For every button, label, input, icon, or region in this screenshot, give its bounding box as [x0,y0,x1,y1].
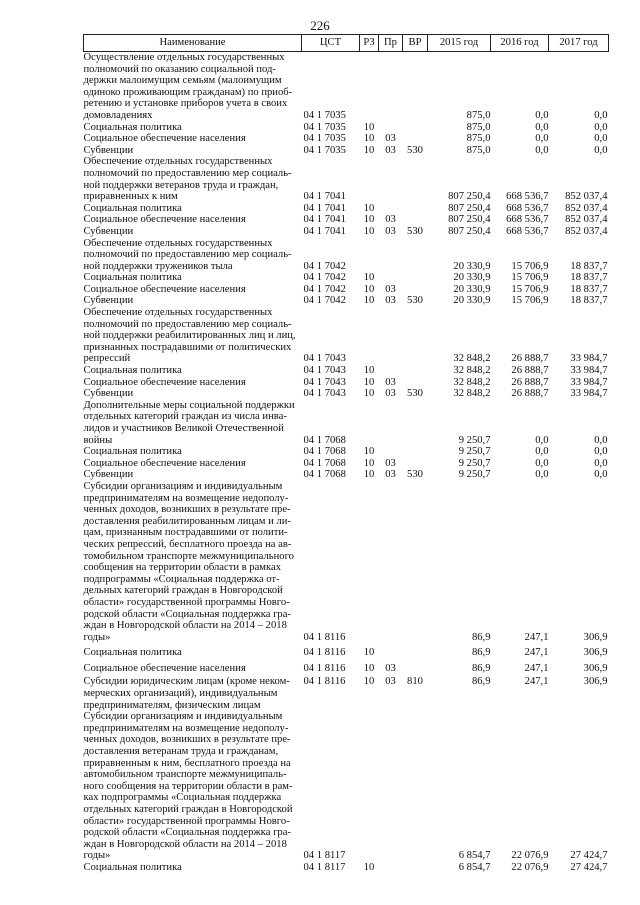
cell-cst: 04 1 8117 [303,861,346,873]
cell-2015: 807 250,4 [448,191,491,203]
header-2015: 2015 год [428,35,491,52]
cell-rz [360,156,379,202]
cell-2016: 247,1 [524,662,549,674]
table-row [84,711,609,862]
cell-2015: 6 854,7 [458,850,491,862]
cell-2017: 306,9 [583,662,608,674]
cell-vr [403,214,428,226]
cell-2015: 86,9 [471,631,491,643]
cell-name: Субвенции [83,295,134,307]
cell-2017: 852 037,4 [565,202,608,214]
cell-vr [403,458,428,470]
cell-2017: 852 037,4 [565,214,608,226]
cell-rz: 10 [363,225,375,237]
cell-rz [360,307,379,365]
cell-2016: 26 888,7 [511,388,549,400]
cell-pr [379,711,403,862]
table-row [84,203,609,215]
cell-rz: 10 [363,365,375,377]
cell-2017: 18 837,7 [570,295,608,307]
cell-2017: 0,0 [594,144,608,156]
cell-pr [379,862,403,874]
table-header-row [84,35,609,52]
cell-pr: 03 [385,133,396,145]
cell-name: Обеспечение отдельных государственных полномочий по предоставлению мер социальной поддержки реабилитированных лиц и лиц, признанных пострадавшими от политических репрессий [83,307,296,365]
cell-cst: 04 1 7035 [303,109,346,121]
cell-name: Социальное обеспечение населения [83,662,246,674]
cell-name: Субвенции [83,388,134,400]
cell-cst: 04 1 7041 [303,214,346,226]
cell-rz: 10 [363,662,375,674]
header-cst: ЦСТ [302,35,360,52]
cell-cst: 04 1 8116 [303,647,346,659]
cell-rz: 10 [363,446,375,458]
table-row [84,400,609,446]
page-number: 226 [310,18,330,33]
cell-cst: 04 1 8116 [303,662,346,674]
cell-rz [360,481,379,643]
cell-cst: 04 1 7068 [303,446,346,458]
cell-2016: 0,0 [535,457,549,469]
cell-cst: 04 1 7068 [303,457,346,469]
cell-pr [379,481,403,643]
cell-2015: 9 250,7 [458,434,491,446]
cell-rz: 10 [363,647,375,659]
cell-vr [403,156,428,202]
cell-name: Дополнительные меры социальной поддержки отдельных категорий граждан из числа инвалидов и участников Великой Отечественной войны [83,399,295,446]
table-row [84,133,609,145]
cell-cst: 04 1 7043 [303,388,346,400]
cell-2016: 668 536,7 [506,225,549,237]
table-row [84,272,609,284]
cell-2015: 9 250,7 [458,457,491,469]
cell-vr [403,659,428,675]
cell-name: Социальная политика [83,446,182,458]
cell-pr: 03 [385,457,396,469]
cell-2016: 0,0 [535,109,549,121]
cell-2015: 20 330,9 [453,295,491,307]
table-row [84,214,609,226]
cell-2017: 33 984,7 [570,353,608,365]
cell-pr: 03 [385,376,396,388]
header-vr: ВР [403,35,428,52]
cell-2016: 26 888,7 [511,353,549,365]
cell-2015: 9 250,7 [458,469,491,481]
cell-2015: 32 848,2 [453,388,491,400]
cell-2015: 807 250,4 [448,202,491,214]
cell-vr: 530 [407,388,423,400]
cell-2016: 668 536,7 [506,202,549,214]
cell-2017: 306,9 [583,631,608,643]
table-row [84,674,609,711]
cell-rz: 10 [363,676,375,688]
cell-cst: 04 1 8117 [303,850,346,862]
cell-2016: 668 536,7 [506,191,549,203]
cell-2017: 306,9 [583,647,608,659]
cell-pr: 03 [385,295,396,307]
cell-name: Социальная политика [83,861,182,873]
cell-2016: 26 888,7 [511,365,549,377]
cell-2017: 33 984,7 [570,388,608,400]
cell-name: Социальное обеспечение населения [83,376,246,388]
cell-2015: 20 330,9 [453,272,491,284]
cell-cst: 04 1 7068 [303,469,346,481]
table-row [84,446,609,458]
cell-2017: 306,9 [583,676,608,688]
cell-2016: 15 706,9 [511,295,549,307]
cell-rz [360,711,379,862]
cell-2016: 0,0 [535,434,549,446]
cell-2015: 875,0 [466,121,491,133]
cell-vr [403,446,428,458]
table-row [84,377,609,389]
cell-2017: 0,0 [594,434,608,446]
cell-vr [403,52,428,122]
cell-vr [403,284,428,296]
cell-cst: 04 1 7042 [303,260,346,272]
cell-vr [403,711,428,862]
cell-vr [403,481,428,643]
cell-2015: 20 330,9 [453,283,491,295]
cell-name: Субсидии юридическим лицам (кроме некоммерческих организаций), индивидуальным предпринимателям, физическим лицам [83,676,290,711]
cell-name: Субсидии организациям и индивидуальным предпринимателям на возмещение недополученных доходов, возникших в результате предоставления ветеранам труда и гражданам, приравненным к ним, бесплатного проезда на автомобильном транспорте межмуниципального сообщения на территории области в рамках подпрограммы «Социальная поддержка отдельных категорий граждан в Новгородской области» государственной программы Новгородской области «Социальная поддержка граждан в Новгородской области на 2014 – 2018 годы» [83,711,293,862]
cell-name: Субвенции [83,225,134,237]
cell-cst: 04 1 7035 [303,144,346,156]
cell-cst: 04 1 7043 [303,365,346,377]
table-row [84,458,609,470]
cell-rz: 10 [363,133,375,145]
cell-pr [379,446,403,458]
cell-2017: 852 037,4 [565,225,608,237]
cell-pr: 03 [385,662,396,674]
cell-vr [403,377,428,389]
cell-name: Социальная политика [83,202,182,214]
cell-pr [379,365,403,377]
cell-vr [403,238,428,273]
cell-2015: 86,9 [471,676,491,688]
cell-cst: 04 1 7035 [303,133,346,145]
header-rz: РЗ [360,35,379,52]
cell-2016: 0,0 [535,446,549,458]
cell-vr: 530 [407,295,423,307]
table-row [84,481,609,643]
cell-pr: 03 [385,388,396,400]
cell-2016: 0,0 [535,121,549,133]
cell-pr [379,238,403,273]
cell-name: Социальное обеспечение населения [83,457,246,469]
cell-2017: 0,0 [594,121,608,133]
cell-rz [360,52,379,122]
cell-2016: 15 706,9 [511,260,549,272]
cell-vr [403,862,428,874]
cell-vr [403,122,428,134]
cell-name: Субвенции [83,144,134,156]
cell-2017: 27 424,7 [570,861,608,873]
cell-name: Обеспечение отдельных государственных полномочий по предоставлению мер социальной поддержки тружеников тыла [83,237,292,272]
table-row [84,156,609,202]
cell-cst: 04 1 8116 [303,676,346,688]
cell-rz: 10 [363,469,375,481]
cell-2016: 0,0 [535,144,549,156]
table-body [84,52,609,874]
cell-pr [379,307,403,365]
cell-2017: 27 424,7 [570,850,608,862]
cell-cst: 04 1 7042 [303,283,346,295]
cell-2015: 875,0 [466,109,491,121]
cell-2015: 875,0 [466,133,491,145]
cell-cst: 04 1 7043 [303,353,346,365]
table-row [84,469,609,481]
header-pr: Пр [379,35,403,52]
cell-2016: 15 706,9 [511,283,549,295]
cell-2016: 26 888,7 [511,376,549,388]
table-row [84,284,609,296]
cell-2016: 0,0 [535,133,549,145]
cell-cst: 04 1 7041 [303,191,346,203]
cell-vr [403,400,428,446]
table-row [84,226,609,238]
table-row [84,659,609,675]
cell-pr [379,122,403,134]
cell-2015: 86,9 [471,662,491,674]
cell-vr [403,307,428,365]
cell-2015: 6 854,7 [458,861,491,873]
cell-cst: 04 1 7035 [303,121,346,133]
cell-pr [379,272,403,284]
cell-rz: 10 [363,861,375,873]
budget-table [83,34,609,874]
cell-2015: 32 848,2 [453,365,491,377]
cell-2017: 18 837,7 [570,260,608,272]
cell-pr [379,400,403,446]
table-row [84,643,609,659]
cell-2015: 875,0 [466,144,491,156]
cell-2017: 33 984,7 [570,376,608,388]
cell-2017: 0,0 [594,446,608,458]
cell-name: Социальное обеспечение населения [83,214,246,226]
cell-name: Обеспечение отдельных государственных полномочий по предоставлению мер социальной поддержки ветеранов труда и граждан, приравненных к ним [83,156,292,203]
cell-2015: 32 848,2 [453,353,491,365]
cell-2016: 22 076,9 [511,850,549,862]
cell-name: Социальная политика [83,365,182,377]
cell-2017: 33 984,7 [570,365,608,377]
cell-cst: 04 1 8116 [303,631,346,643]
table-row [84,295,609,307]
cell-pr [379,156,403,202]
cell-vr: 530 [407,469,423,481]
cell-2015: 86,9 [471,647,491,659]
cell-vr: 530 [407,144,423,156]
table-row [84,145,609,157]
cell-rz [360,400,379,446]
table-row [84,388,609,400]
cell-name: Осуществление отдельных государственных полномочий по оказанию социальной поддержки малоимущим семьям (малоимущим одиноко проживающим гражданам) по приобретению и установке приборов учета в своих домовладениях [83,52,293,121]
cell-rz: 10 [363,457,375,469]
cell-pr [379,52,403,122]
cell-2016: 247,1 [524,676,549,688]
cell-2017: 852 037,4 [565,191,608,203]
table-row [84,122,609,134]
cell-vr: 530 [407,225,423,237]
cell-2016: 668 536,7 [506,214,549,226]
cell-2017: 18 837,7 [570,272,608,284]
cell-vr [403,643,428,659]
cell-2017: 0,0 [594,469,608,481]
cell-pr: 03 [385,469,396,481]
cell-vr [403,203,428,215]
table-row [84,52,609,122]
cell-pr [379,203,403,215]
cell-2017: 0,0 [594,457,608,469]
cell-rz: 10 [363,144,375,156]
cell-rz: 10 [363,121,375,133]
cell-pr: 03 [385,225,396,237]
cell-2015: 32 848,2 [453,376,491,388]
cell-pr: 03 [385,676,396,688]
cell-2016: 0,0 [535,469,549,481]
cell-name: Социальная политика [83,121,182,133]
cell-rz: 10 [363,272,375,284]
header-name: Наименование [84,35,302,52]
cell-vr [403,365,428,377]
table-row [84,238,609,273]
cell-2016: 15 706,9 [511,272,549,284]
cell-pr [379,643,403,659]
cell-vr [403,133,428,145]
cell-vr [403,272,428,284]
cell-pr: 03 [385,214,396,226]
cell-vr: 810 [407,676,423,688]
cell-name: Субвенции [83,469,134,481]
cell-name: Субсидии организациям и индивидуальным предпринимателям на возмещение недополученных доходов, возникших в результате предоставления реабилитированным лицам и лицам, признанным пострадавшими от политических репрессий, бесплатного проезда на автомобильном транспорте межмуниципального сообщения на территории области в рамках подпрограммы «Социальная поддержка отдельных категорий граждан в Новгородской области» государственной программы Новгородской области «Социальная поддержка граждан в Новгородской области на 2014 – 2018 годы» [83,480,294,643]
cell-name: Социальное обеспечение населения [83,133,246,145]
cell-2015: 20 330,9 [453,260,491,272]
cell-2017: 0,0 [594,133,608,145]
cell-cst: 04 1 7041 [303,225,346,237]
header-2017: 2017 год [549,35,609,52]
cell-pr: 03 [385,144,396,156]
cell-name: Социальная политика [83,647,182,659]
cell-name: Социальное обеспечение населения [83,283,246,295]
cell-pr: 03 [385,283,396,295]
cell-2017: 18 837,7 [570,283,608,295]
cell-cst: 04 1 7042 [303,272,346,284]
cell-cst: 04 1 7042 [303,295,346,307]
table-row [84,862,609,874]
cell-2015: 9 250,7 [458,446,491,458]
cell-rz: 10 [363,283,375,295]
cell-name: Социальная политика [83,272,182,284]
cell-cst: 04 1 7068 [303,434,346,446]
cell-2017: 0,0 [594,109,608,121]
header-2016: 2016 год [491,35,549,52]
cell-cst: 04 1 7043 [303,376,346,388]
cell-2016: 247,1 [524,631,549,643]
cell-rz [360,238,379,273]
table-row [84,365,609,377]
table-row [84,307,609,365]
cell-2015: 807 250,4 [448,225,491,237]
cell-rz: 10 [363,388,375,400]
cell-2015: 807 250,4 [448,214,491,226]
cell-rz: 10 [363,295,375,307]
cell-cst: 04 1 7041 [303,202,346,214]
cell-rz: 10 [363,214,375,226]
cell-2016: 247,1 [524,647,549,659]
cell-rz: 10 [363,376,375,388]
cell-2016: 22 076,9 [511,861,549,873]
cell-rz: 10 [363,202,375,214]
